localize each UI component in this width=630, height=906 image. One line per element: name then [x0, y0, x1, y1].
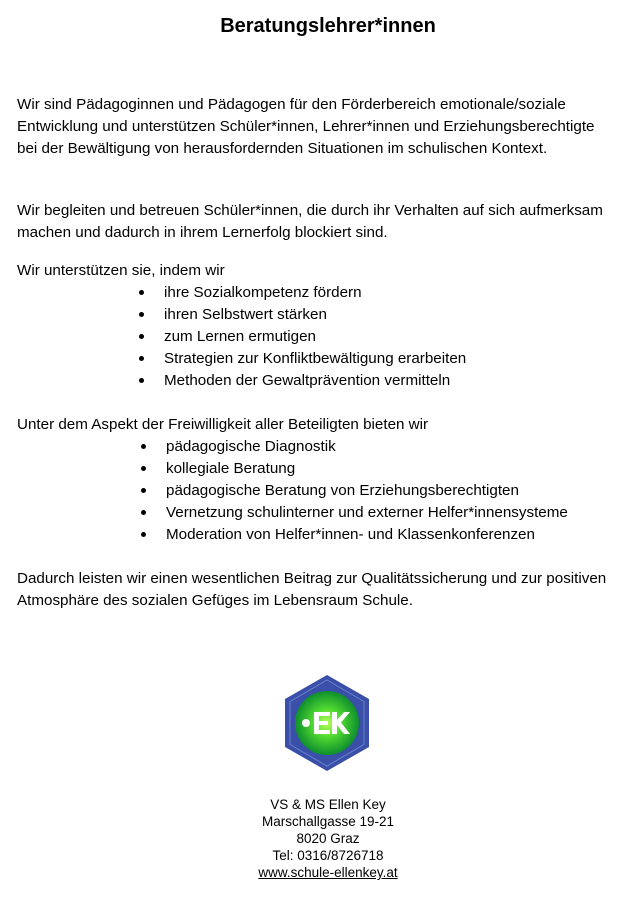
list-item: pädagogische Beratung von Erziehungsberechtigten: [138, 480, 568, 502]
list-item: ihre Sozialkompetenz fördern: [136, 282, 466, 304]
support-measures-list: [136, 282, 466, 392]
address-street: Marschallgasse 19-21: [261, 814, 395, 829]
school-name: VS & MS Ellen Key: [270, 797, 386, 812]
school-logo-icon: [284, 674, 370, 772]
list-item: Moderation von Helfer*innen- und Klassenkonferenzen: [138, 524, 568, 546]
list-item: Strategien zur Konfliktbewältigung erarbeiten: [136, 348, 466, 370]
list1-intro: Wir unterstützen sie, indem wir: [17, 262, 225, 279]
list-item: Vernetzung schulinterner und externer Helfer*innensysteme: [138, 502, 568, 524]
list-item: ihren Selbstwert stärken: [136, 304, 466, 326]
list-item: zum Lernen ermutigen: [136, 326, 466, 348]
list-item: kollegiale Beratung: [138, 458, 568, 480]
support-paragraph: Wir begleiten und betreuen Schüler*innen, die durch ihr Verhalten auf sich aufmerksam machen und dadurch in ihrem Lernerfolg blockiert sind.: [17, 202, 603, 241]
address-city: 8020 Graz: [296, 831, 360, 846]
school-address: [228, 796, 428, 881]
phone-number: Tel: 0316/8726718: [272, 848, 384, 863]
list2-intro: Unter dem Aspekt der Freiwilligkeit aller Beteiligten bieten wir: [17, 416, 429, 433]
offers-list: [138, 436, 568, 546]
closing-paragraph: Dadurch leisten wir einen wesentlichen Beitrag zur Qualitätssicherung und zur positiven Atmosphäre des sozialen Gefüges im Lebensraum Schule.: [17, 570, 607, 609]
page-title: Beratungslehrer*innen: [220, 15, 436, 37]
website-link[interactable]: www.schule-ellenkey.at: [258, 865, 398, 880]
intro-paragraph: Wir sind Pädagoginnen und Pädagogen für den Förderbereich emotionale/soziale Entwicklung und unterstützen Schüler*innen, Lehrer*innen und Erziehungsberechtigte bei der Bewältigung von herausfordernden Situationen im schulischen Kontext.: [17, 96, 595, 157]
list-item: pädagogische Diagnostik: [138, 436, 568, 458]
list-item: Methoden der Gewaltprävention vermitteln: [136, 370, 466, 392]
